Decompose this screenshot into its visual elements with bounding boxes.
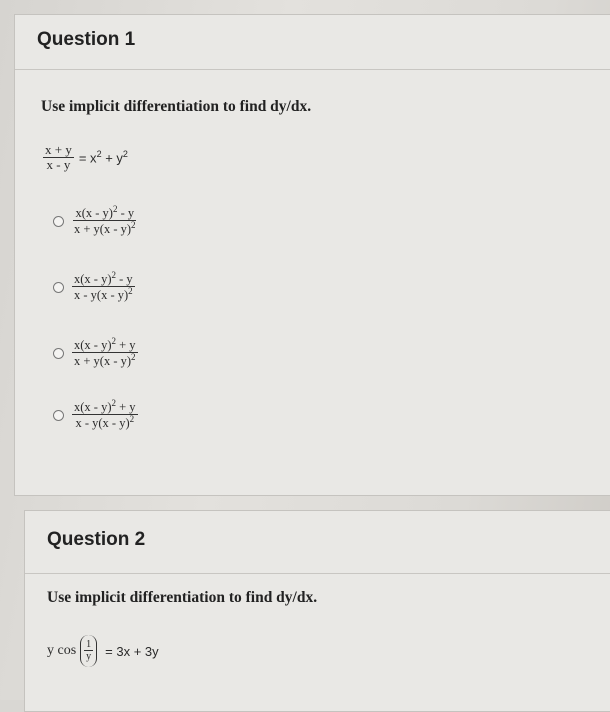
choice-fraction: $\frac{x(x - y)^2 - y}{x - y(x - y)^2}$ (74, 270, 133, 303)
radio-button[interactable] (53, 282, 64, 293)
choice-fraction: $\frac{x(x - y)^2 + y}{x - y(x - y)^2}$ (74, 398, 136, 431)
answer-choice-b[interactable] (53, 271, 135, 303)
question-2-card (24, 510, 610, 712)
equation-lhs: y cos (47, 643, 77, 658)
question-1-card (14, 14, 610, 496)
radio-button[interactable] (53, 348, 64, 359)
answer-choice-d[interactable] (53, 399, 138, 431)
question-2-title: Question 2 (47, 529, 146, 550)
question-2-prompt: Use implicit differentiation to find dy/dx. (47, 589, 318, 606)
parenthesized-fraction: $\frac{1}{y}$ (80, 635, 97, 667)
question-2-equation (47, 635, 159, 667)
equation-rhs: = $x^2 + y^2$ (78, 149, 128, 166)
radio-button[interactable] (53, 410, 64, 421)
equation-denominator: x - y (46, 156, 71, 172)
question-1-header (15, 15, 610, 70)
answer-choice-c[interactable] (53, 337, 138, 369)
equation-numerator: x + y (45, 142, 72, 157)
answer-choice-a[interactable] (53, 205, 138, 237)
question-1-prompt: Use implicit differentiation to find dy/dx. (41, 98, 312, 115)
choice-fraction: $\frac{x(x - y)^2 + y}{x + y(x - y)^2}$ (74, 336, 136, 369)
equation-fraction (43, 143, 74, 172)
equation-rhs: = 3x + 3y (105, 643, 159, 659)
radio-button[interactable] (53, 216, 64, 227)
question-2-header (25, 511, 610, 574)
choice-fraction: $\frac{x(x - y)^2 - y}{x + y(x - y)^2}$ (74, 204, 136, 237)
question-1-title: Question 1 (37, 29, 136, 50)
question-1-equation (43, 143, 128, 172)
